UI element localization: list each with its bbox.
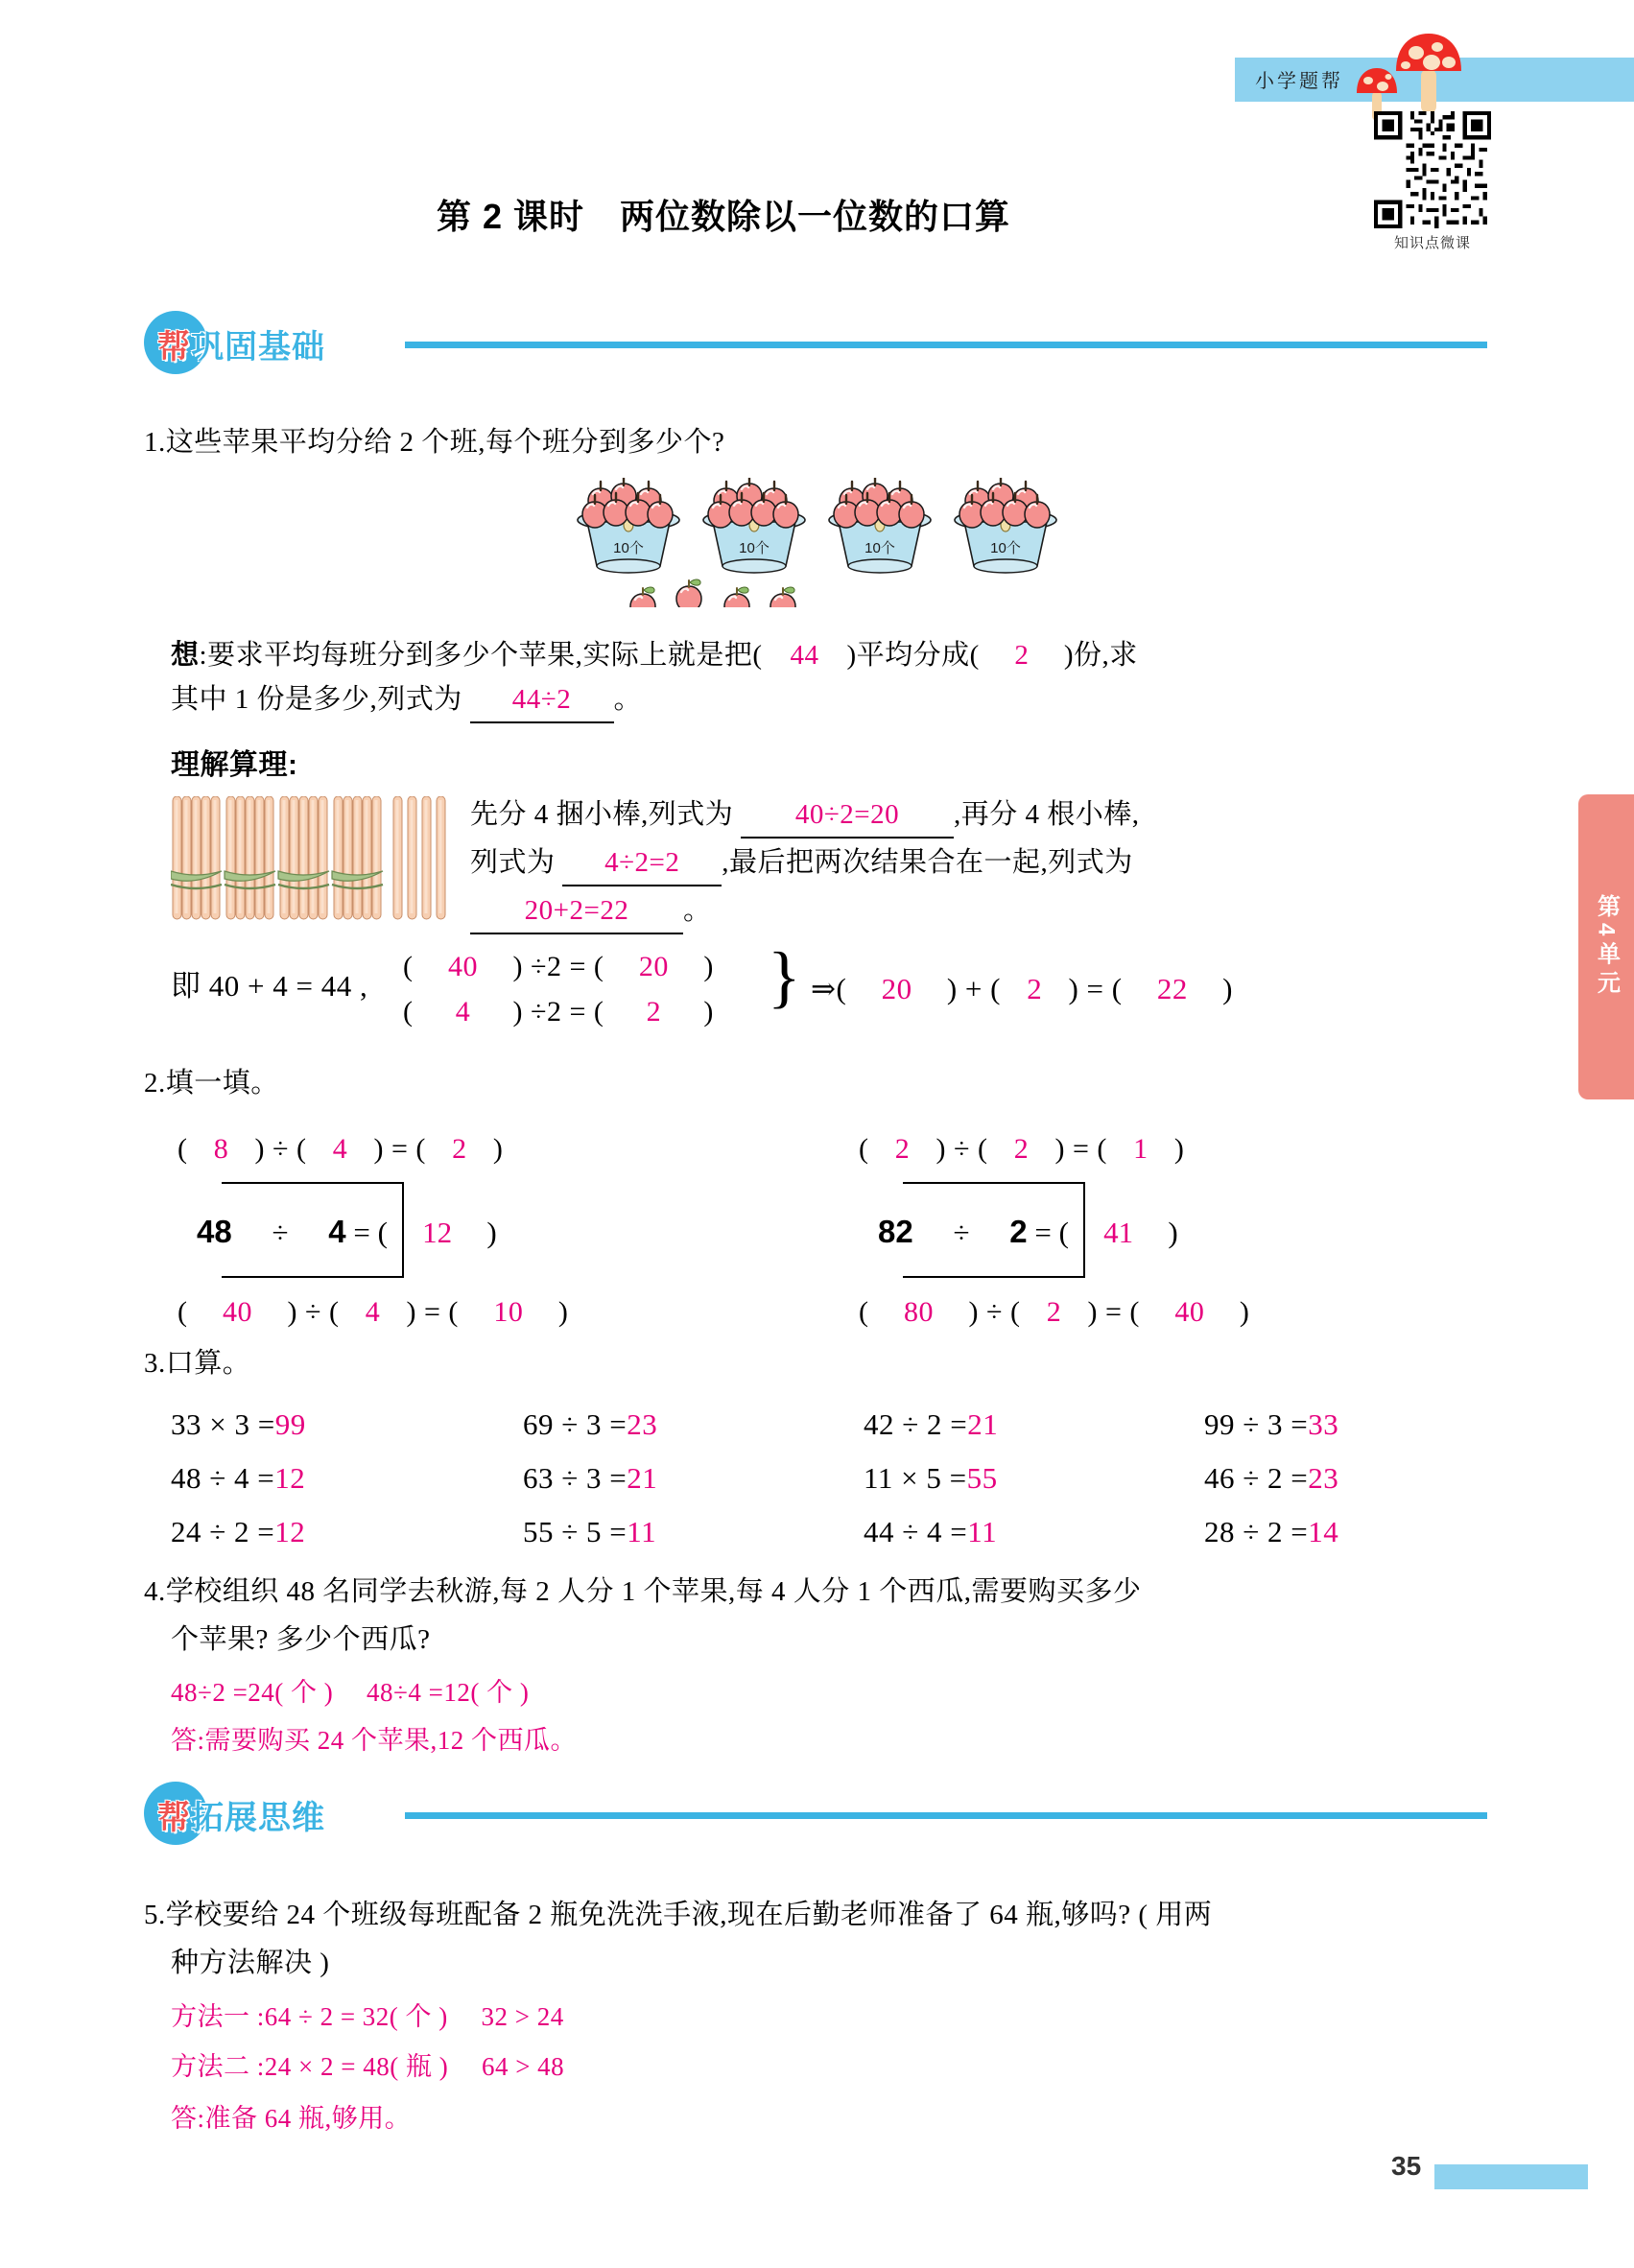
q2-box-right-divisor: 2 [1009,1214,1028,1249]
q3-r0-c1 [523,1403,657,1448]
q5-method1[interactable]: 方法一 :64 ÷ 2 = 32( 个 ) 32 > 24 [171,2002,564,2031]
q3-r0-c0 [171,1403,306,1448]
q5-prompt-line2: 种方法解决 ) [171,1948,330,1978]
q1-curly-brace: } [768,938,801,1015]
q2-box-left [197,1182,600,1288]
q2-rowA-r-b[interactable]: 2 [1013,1133,1030,1165]
q1-think-answer1[interactable]: 44 [790,640,819,671]
q3-expr: 42 ÷ 2 = [864,1407,968,1441]
counting-sticks-illustration [171,796,449,921]
footer-bar [1434,2164,1588,2189]
q4-prompt-text1: 学校组织 48 名同学去秋游,每 2 人分 1 个苹果,每 4 人分 1 个西瓜,需要购买多少 [165,1576,1142,1607]
q4-answer[interactable]: 答:需要购买 24 个苹果,12 个西瓜。 [171,1726,578,1755]
q1-think-label: 想 [171,640,200,671]
q3-expr: 48 ÷ 4 = [171,1461,275,1495]
qr-code-block[interactable] [1374,111,1491,252]
unit-side-tab-label: 第4单元 [1593,894,1620,1000]
q1-prompt [144,422,724,464]
q3-expr: 69 ÷ 3 = [523,1407,628,1441]
q1-think-part5: 。 [613,684,643,715]
q2-prompt-text: 填一填。 [165,1068,279,1099]
q1-r2-post: ,最后把两次结果合在一起,列式为 [722,847,1133,878]
q3-expr: 33 × 3 = [171,1407,275,1441]
q1-r3-answer[interactable]: 20+2=22 [470,890,683,934]
q2-number: 2. [144,1068,166,1099]
q4-prompt-line1 [144,1571,1142,1614]
q1-eq-row1-div: ÷2 = [531,951,594,982]
q3-answer[interactable]: 99 [274,1407,306,1441]
q2-box-right-expr: 82 ÷ 2 = ( 41 ) [878,1214,1178,1249]
q3-expr: 63 ÷ 3 = [523,1461,628,1495]
q3-r2-c0 [171,1510,305,1555]
svg-text:10个: 10个 [613,540,644,556]
q1-eq-result: ⇒( 20 ) + ( 2 ) = ( 22 ) [811,967,1233,1012]
q1-eq-row2-b[interactable]: 2 [646,996,662,1028]
q5-prompt-text1: 学校要给 24 个班级每班配备 2 瓶免洗洗手液,现在后勤老师准备了 64 瓶,够吗? ( 用两 [165,1900,1213,1930]
q1-eq-row1-b[interactable]: 20 [638,951,669,982]
q3-expr: 55 ÷ 5 = [523,1515,628,1548]
q1-eq-row2-a[interactable]: 4 [455,996,471,1028]
q3-answer[interactable]: 14 [1308,1515,1339,1548]
q4-work[interactable]: 48÷2 =24( 个 ) 48÷4 =12( 个 ) [171,1678,530,1707]
q1-reason-line1 [470,794,1140,839]
qr-caption: 知识点微课 [1393,236,1471,251]
q2-box-left-result[interactable]: 12 [422,1216,453,1249]
section-header-expand [144,1780,1487,1849]
q1-arrow-symbol: ⇒ [811,972,837,1005]
section-rest-text: 巩固基础 [191,329,325,366]
q1-reason-label: 理解算理: [171,749,298,781]
q5-number: 5. [144,1900,166,1930]
q1-think-part1: :要求平均每班分到多少个苹果,实际上就是把( [199,640,763,671]
q3-expr: 24 ÷ 2 = [171,1515,275,1548]
page-title: 第 2 课时 两位数除以一位数的口算 [437,197,1011,236]
q3-r1-c2 [864,1456,998,1501]
q3-prompt [144,1343,250,1385]
q3-answer[interactable]: 23 [627,1407,658,1441]
q1-eq-row1: ( 40 ) ÷2 = ( 20 ) [403,945,714,988]
q1-r3-post: 。 [683,895,712,926]
section-rule [405,342,1487,348]
q1-sum-b[interactable]: 2 [1027,972,1043,1005]
q1-think-line2 [171,679,642,723]
q1-eq-row2: ( 4 ) ÷2 = ( 2 ) [403,990,714,1033]
q2-rowA-l-a[interactable]: 8 [213,1133,229,1165]
q3-r0-c3 [1204,1403,1338,1448]
q3-answer[interactable]: 33 [1308,1407,1339,1441]
q3-answer[interactable]: 11 [967,1515,998,1548]
q3-r1-c0 [171,1456,305,1501]
section-bang-char-2: 帮 [157,1800,191,1836]
section-rest-text-2: 拓展思维 [191,1800,325,1836]
q2-rowC-left: ( 40 ) ÷ ( 4 ) = ( 10 ) [178,1290,568,1334]
q1-think-line1 [171,635,1138,677]
q3-number: 3. [144,1348,166,1379]
unit-side-tab [1578,794,1634,1099]
q2-rowC-l-b[interactable]: 4 [365,1296,381,1328]
q1-prompt-text: 这些苹果平均分给 2 个班,每个班分到多少个? [165,427,725,458]
q2-rowA-r-c[interactable]: 1 [1133,1133,1149,1165]
q2-rowC-r-c[interactable]: 40 [1174,1296,1205,1328]
q2-box-right-result[interactable]: 41 [1103,1216,1134,1249]
q3-r2-c3 [1204,1510,1338,1555]
q1-sum-c[interactable]: 22 [1156,972,1188,1005]
q1-think-answer2[interactable]: 2 [1014,640,1030,671]
q2-box-left-divisor: 4 [328,1214,346,1249]
q1-eq-row1-a[interactable]: 40 [448,951,478,982]
q2-box-left-expr: 48 ÷ 4 = ( 12 ) [197,1214,497,1249]
q1-sum-a[interactable]: 20 [881,972,912,1005]
q2-rowC-r-a[interactable]: 80 [904,1296,934,1328]
q4-prompt-line2: 个苹果? 多少个西瓜? [171,1624,431,1655]
q4-number: 4. [144,1576,166,1607]
q2-rowC-l-a[interactable]: 40 [223,1296,252,1328]
q3-r1-c3 [1204,1456,1338,1501]
q2-rowA-l-c[interactable]: 2 [452,1133,467,1165]
q2-rowC-right: ( 80 ) ÷ ( 2 ) = ( 40 ) [859,1290,1249,1334]
svg-text:10个: 10个 [739,540,770,556]
q3-expr: 44 ÷ 4 = [864,1515,968,1548]
q1-think-part2: )平均分成( [846,640,980,671]
svg-text:10个: 10个 [864,540,895,556]
q3-expr: 46 ÷ 2 = [1204,1461,1309,1495]
q2-rowA-l-b[interactable]: 4 [332,1133,348,1165]
q2-rowC-r-b[interactable]: 2 [1046,1296,1062,1328]
q2-prompt [144,1063,279,1105]
q3-answer[interactable]: 12 [274,1515,306,1548]
q2-box-right [878,1182,1281,1288]
q1-think-answer3[interactable]: 44÷2 [470,679,614,723]
section-rule-2 [405,1812,1487,1819]
svg-text:10个: 10个 [990,540,1021,556]
section-title-text-2 [157,1791,325,1838]
q3-prompt-text: 口算。 [165,1348,251,1379]
q3-expr: 99 ÷ 3 = [1204,1407,1309,1441]
q3-r2-c1 [523,1510,656,1555]
q1-r2-answer[interactable]: 4÷2=2 [562,842,722,886]
q3-r2-c2 [864,1510,997,1555]
q3-answer[interactable]: 21 [967,1407,999,1441]
apple-baskets-illustration [576,478,1075,607]
q2-box-right-dividend: 82 [878,1214,913,1249]
q3-expr: 28 ÷ 2 = [1204,1515,1309,1548]
q1-think-part4: 其中 1 份是多少,列式为 [171,684,462,715]
q2-box-left-dividend: 48 [197,1214,232,1249]
q2-rowA-r-a[interactable]: 2 [894,1133,911,1165]
q1-r1-answer[interactable]: 40÷2=20 [741,794,954,839]
q5-answer[interactable]: 答:准备 64 瓶,够用。 [171,2104,412,2133]
q3-answer[interactable]: 11 [627,1515,657,1548]
q5-prompt-line1 [144,1895,1212,1937]
section-bang-char: 帮 [157,329,191,366]
q3-answer[interactable]: 23 [1308,1461,1339,1495]
brand-label: 小学题帮 [1255,71,1343,92]
section-header-consolidate [144,309,1487,378]
q1-reason-line3 [470,890,712,934]
q3-answer[interactable]: 12 [274,1461,306,1495]
section-title-text [157,320,325,367]
q3-answer[interactable]: 21 [627,1461,658,1495]
q1-eq-row2-div: ÷2 = [531,996,594,1028]
q1-eq-lead: 即 40 + 4 = 44 , [171,969,368,1003]
q1-r1-pre: 先分 4 捆小棒,列式为 [470,799,734,830]
q3-r1-c1 [523,1456,657,1501]
q2-rowA-left: ( 8 ) ÷ ( 4 ) = ( 2 ) [178,1127,503,1170]
q3-r0-c2 [864,1403,998,1448]
mushroom-large-icon [1393,31,1464,115]
q1-number: 1. [144,427,166,458]
q1-r1-post: ,再分 4 根小棒, [954,799,1140,830]
q3-answer[interactable]: 55 [966,1461,998,1495]
q5-method2[interactable]: 方法二 :24 × 2 = 48( 瓶 ) 64 > 48 [171,2052,565,2081]
q1-think-part3: )份,求 [1063,640,1138,671]
q2-rowA-right: ( 2 ) ÷ ( 2 ) = ( 1 ) [859,1127,1184,1170]
q2-rowC-l-c[interactable]: 10 [493,1296,524,1328]
q3-expr: 11 × 5 = [864,1461,967,1495]
q1-r2-pre: 列式为 [470,847,556,878]
page-number: 35 [1391,2151,1422,2181]
q1-reason-line2 [470,842,1133,886]
qr-code-icon[interactable] [1374,111,1491,228]
